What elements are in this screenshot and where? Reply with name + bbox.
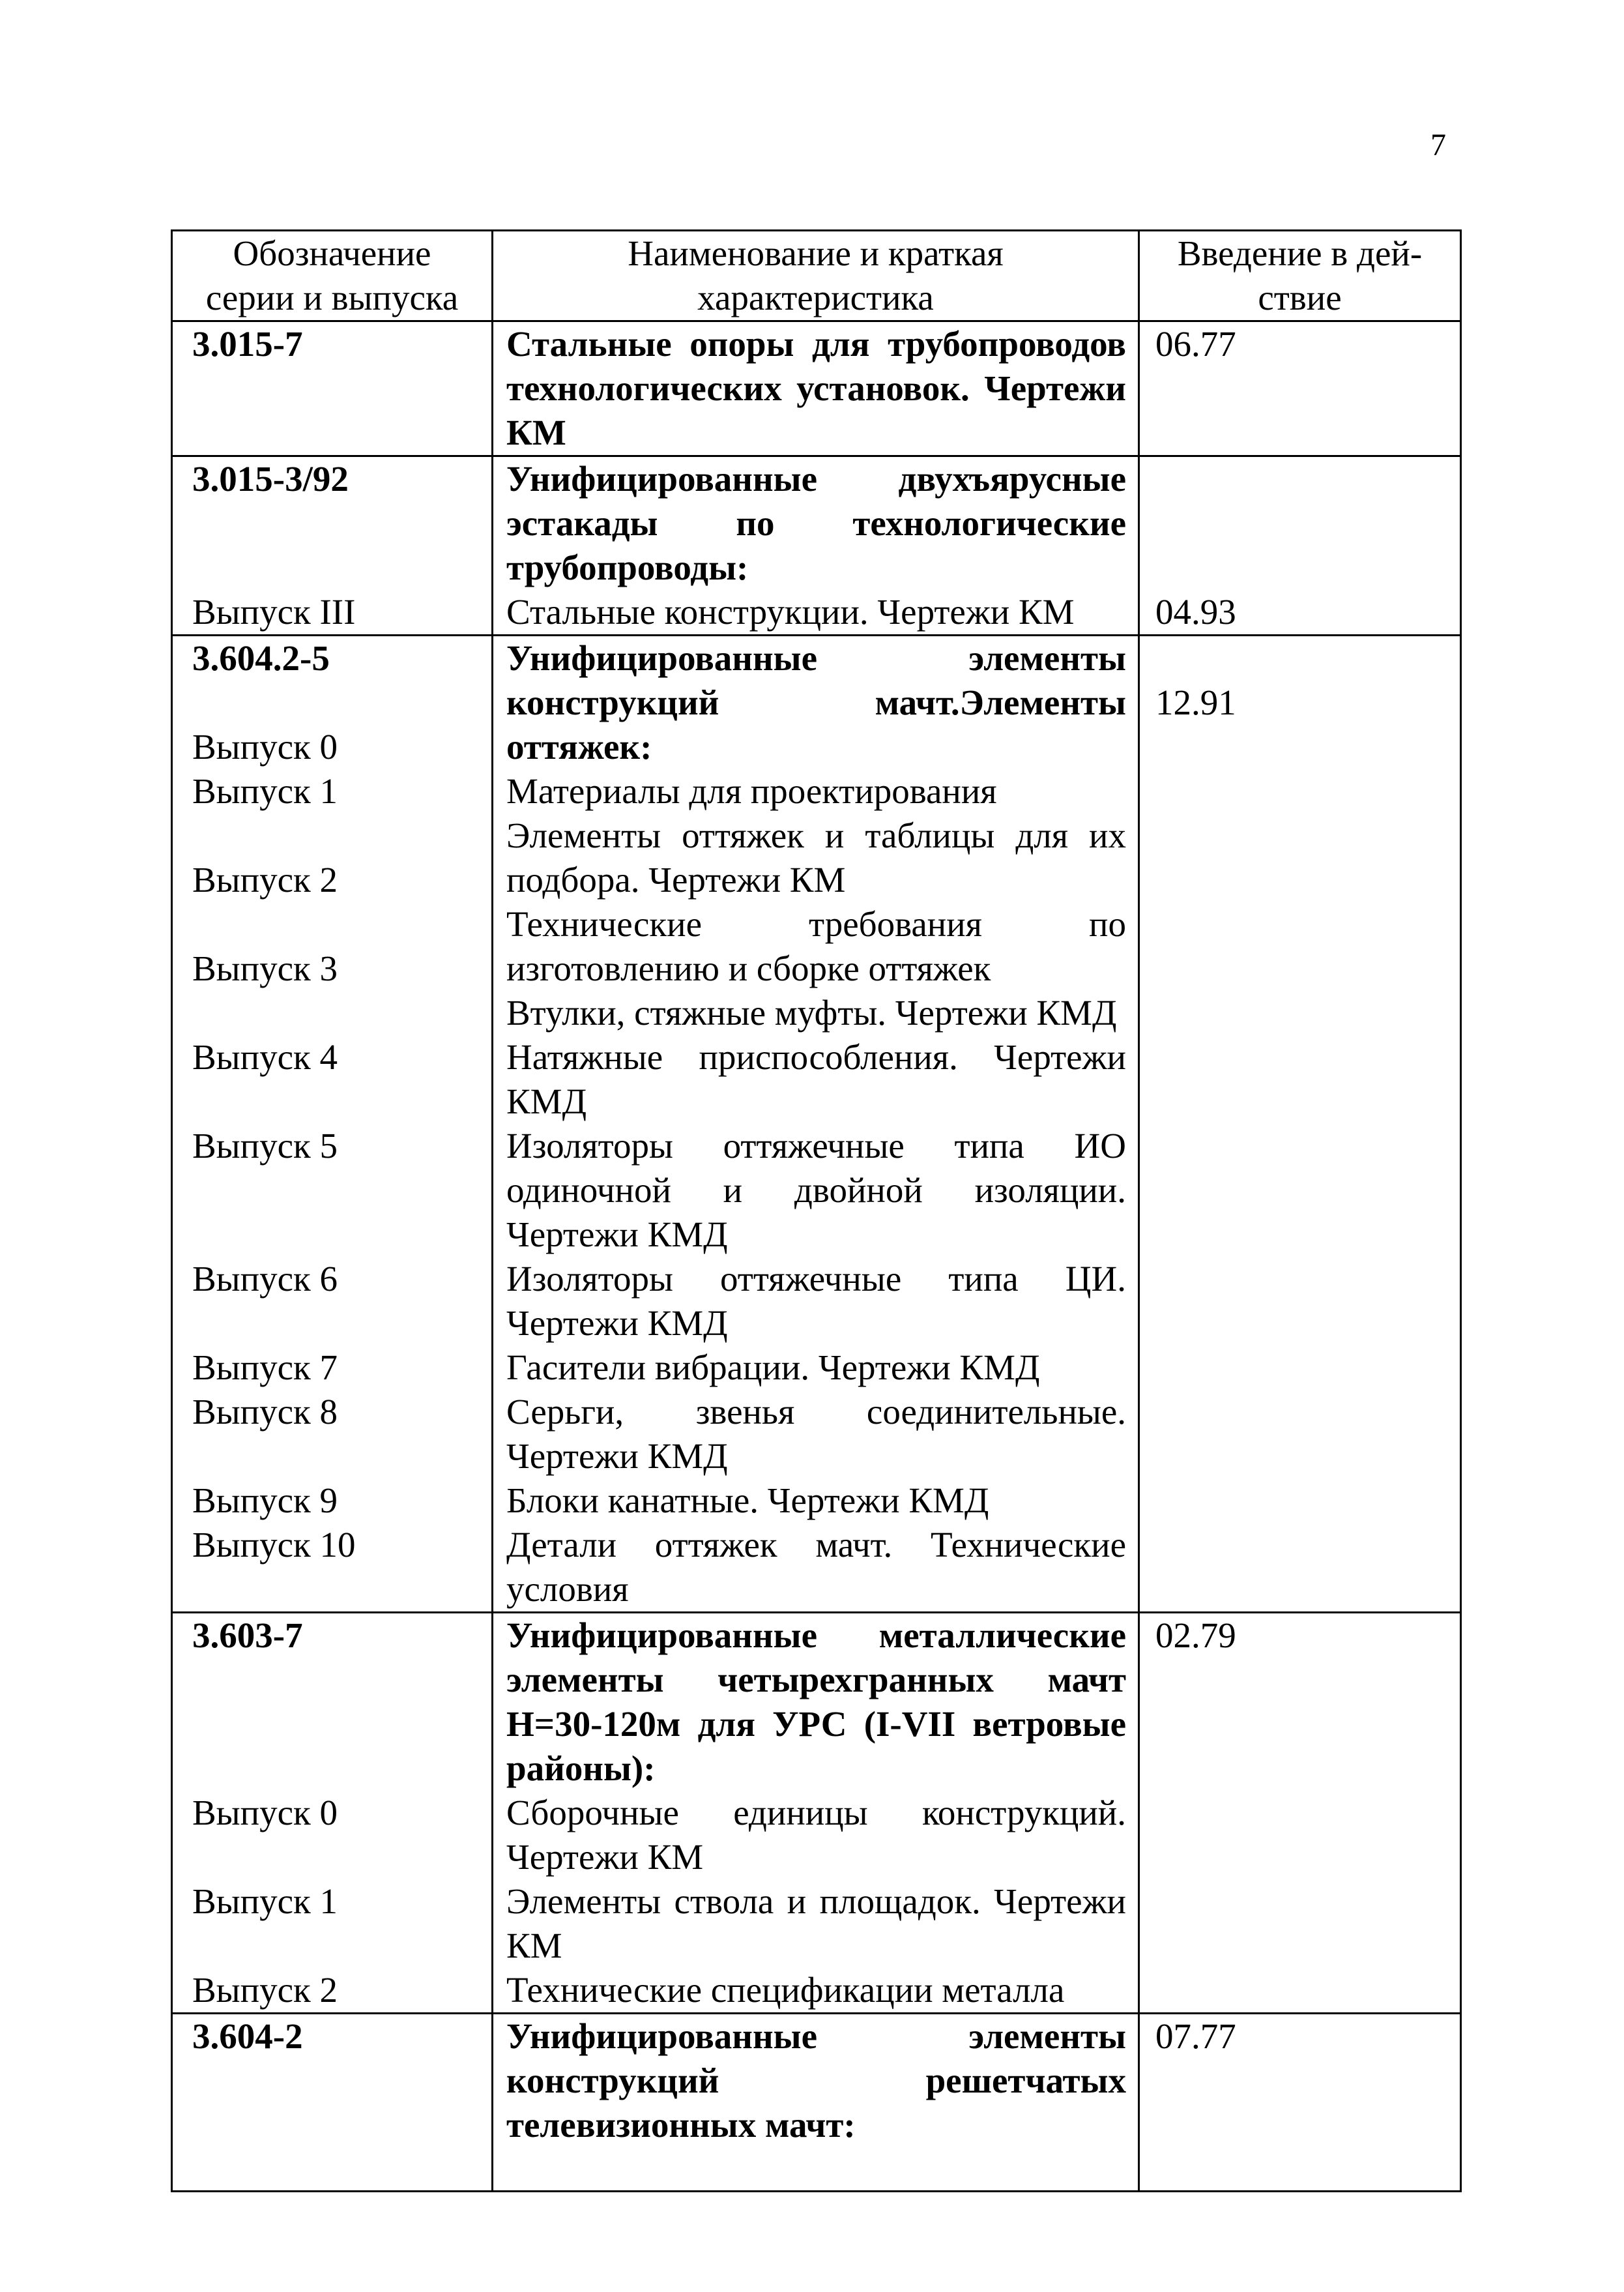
series-code: 3.604.2-5 — [192, 638, 330, 678]
table-row — [172, 2014, 1461, 2192]
series-title-cell — [493, 456, 1139, 636]
header-designation-line1: Обозначение — [233, 233, 431, 273]
issue-label: Выпуск 0 — [192, 1793, 338, 1832]
header-name-line2: характеристика — [697, 278, 934, 317]
series-title: Унифицированные элементы конструкций решетчатых телевизионных мачт: — [506, 2016, 1126, 2145]
series-title-cell — [493, 321, 1139, 456]
header-designation — [172, 231, 493, 321]
series-date: 12.91 — [1155, 683, 1236, 722]
issue-desc: Детали оттяжек мачт. Технические условия — [506, 1525, 1126, 1609]
table-row — [172, 636, 1461, 1613]
table-row — [172, 1613, 1461, 2014]
table-row — [172, 321, 1461, 456]
series-date-cell — [1139, 1613, 1461, 2014]
series-date-cell — [1139, 456, 1461, 636]
issue-desc: Сборочные единицы конструкций. Чертежи КМ — [506, 1793, 1126, 1877]
series-code-cell — [172, 2014, 493, 2192]
table-row — [172, 456, 1461, 636]
table-header-row — [172, 231, 1461, 321]
issue-label: Выпуск 2 — [192, 1970, 338, 2010]
issue-label: Выпуск 6 — [192, 1259, 338, 1299]
issue-label: Выпуск 10 — [192, 1525, 356, 1565]
series-date: 07.77 — [1155, 2016, 1236, 2056]
series-title-cell — [493, 1613, 1139, 2014]
issue-desc: Технические спецификации металла — [506, 1970, 1065, 2010]
series-code: 3.015-3/92 — [192, 459, 349, 499]
series-date: 04.93 — [1155, 592, 1236, 632]
issue-desc: Гасители вибрации. Чертежи КМД — [506, 1347, 1040, 1387]
issue-label: Выпуск 2 — [192, 860, 338, 900]
series-date-cell — [1139, 636, 1461, 1613]
issue-desc: Серьги, звенья соединительные. Чертежи КМД — [506, 1392, 1126, 1476]
issue-desc: Материалы для проектирования — [506, 771, 997, 811]
issue-desc: Втулки, стяжные муфты. Чертежи КМД — [506, 993, 1117, 1033]
series-title-cell — [493, 2014, 1139, 2192]
series-title: Стальные опоры для трубопроводов технологических установок. Чертежи КМ — [506, 324, 1126, 452]
page-number: 7 — [1430, 128, 1446, 162]
header-date-line1: Введение в дей- — [1177, 233, 1423, 273]
header-date-line2: ствие — [1258, 278, 1342, 317]
series-code-cell — [172, 1613, 493, 2014]
series-title: Унифицированные элементы конструкций мачт.Элементы оттяжек: — [506, 638, 1126, 767]
issue-desc: Натяжные приспособления. Чертежи КМД — [506, 1037, 1126, 1121]
issue-label: Выпуск 4 — [192, 1037, 338, 1077]
series-date-cell — [1139, 2014, 1461, 2192]
series-code: 3.015-7 — [192, 324, 303, 364]
issue-desc: Блоки канатные. Чертежи КМД — [506, 1480, 989, 1520]
issue-label: Выпуск 9 — [192, 1480, 338, 1520]
series-table — [171, 229, 1462, 2192]
series-code: 3.603-7 — [192, 1615, 303, 1655]
series-code-cell — [172, 321, 493, 456]
issue-label: Выпуск 3 — [192, 948, 338, 988]
issue-label: Выпуск 5 — [192, 1126, 338, 1166]
series-code-cell — [172, 636, 493, 1613]
issue-desc: Стальные конструкции. Чертежи КМ — [506, 592, 1075, 632]
issue-desc: Элементы оттяжек и таблицы для их подбора. Чертежи КМ — [506, 815, 1126, 900]
issue-label: Выпуск 1 — [192, 1881, 338, 1921]
issue-label: Выпуск III — [192, 592, 356, 632]
series-title-cell — [493, 636, 1139, 1613]
series-title: Унифицированные металлические элементы четырехгранных мачт Н=30-120м для УРС (I-VII ветровые районы): — [506, 1615, 1126, 1788]
series-title: Унифицированные двухъярусные эстакады по технологические трубопроводы: — [506, 459, 1126, 587]
series-date: 06.77 — [1155, 324, 1236, 364]
issue-desc: Изоляторы оттяжечные типа ЦИ. Чертежи КМД — [506, 1259, 1126, 1343]
series-date: 02.79 — [1155, 1615, 1236, 1655]
issue-label: Выпуск 0 — [192, 727, 338, 767]
issue-desc: Технические требования по изготовлению и сборке оттяжек — [506, 904, 1126, 988]
header-name — [493, 231, 1139, 321]
issue-label: Выпуск 8 — [192, 1392, 338, 1432]
issue-desc: Элементы ствола и площадок. Чертежи КМ — [506, 1881, 1126, 1965]
series-date-cell — [1139, 321, 1461, 456]
header-date — [1139, 231, 1461, 321]
issue-label: Выпуск 7 — [192, 1347, 338, 1387]
header-designation-line2: серии и выпуска — [205, 278, 459, 317]
series-code: 3.604-2 — [192, 2016, 303, 2056]
issue-desc: Изоляторы оттяжечные типа ИО одиночной и двойной изоляции. Чертежи КМД — [506, 1126, 1126, 1254]
header-name-line1: Наименование и краткая — [628, 233, 1004, 273]
issue-label: Выпуск 1 — [192, 771, 338, 811]
series-code-cell — [172, 456, 493, 636]
